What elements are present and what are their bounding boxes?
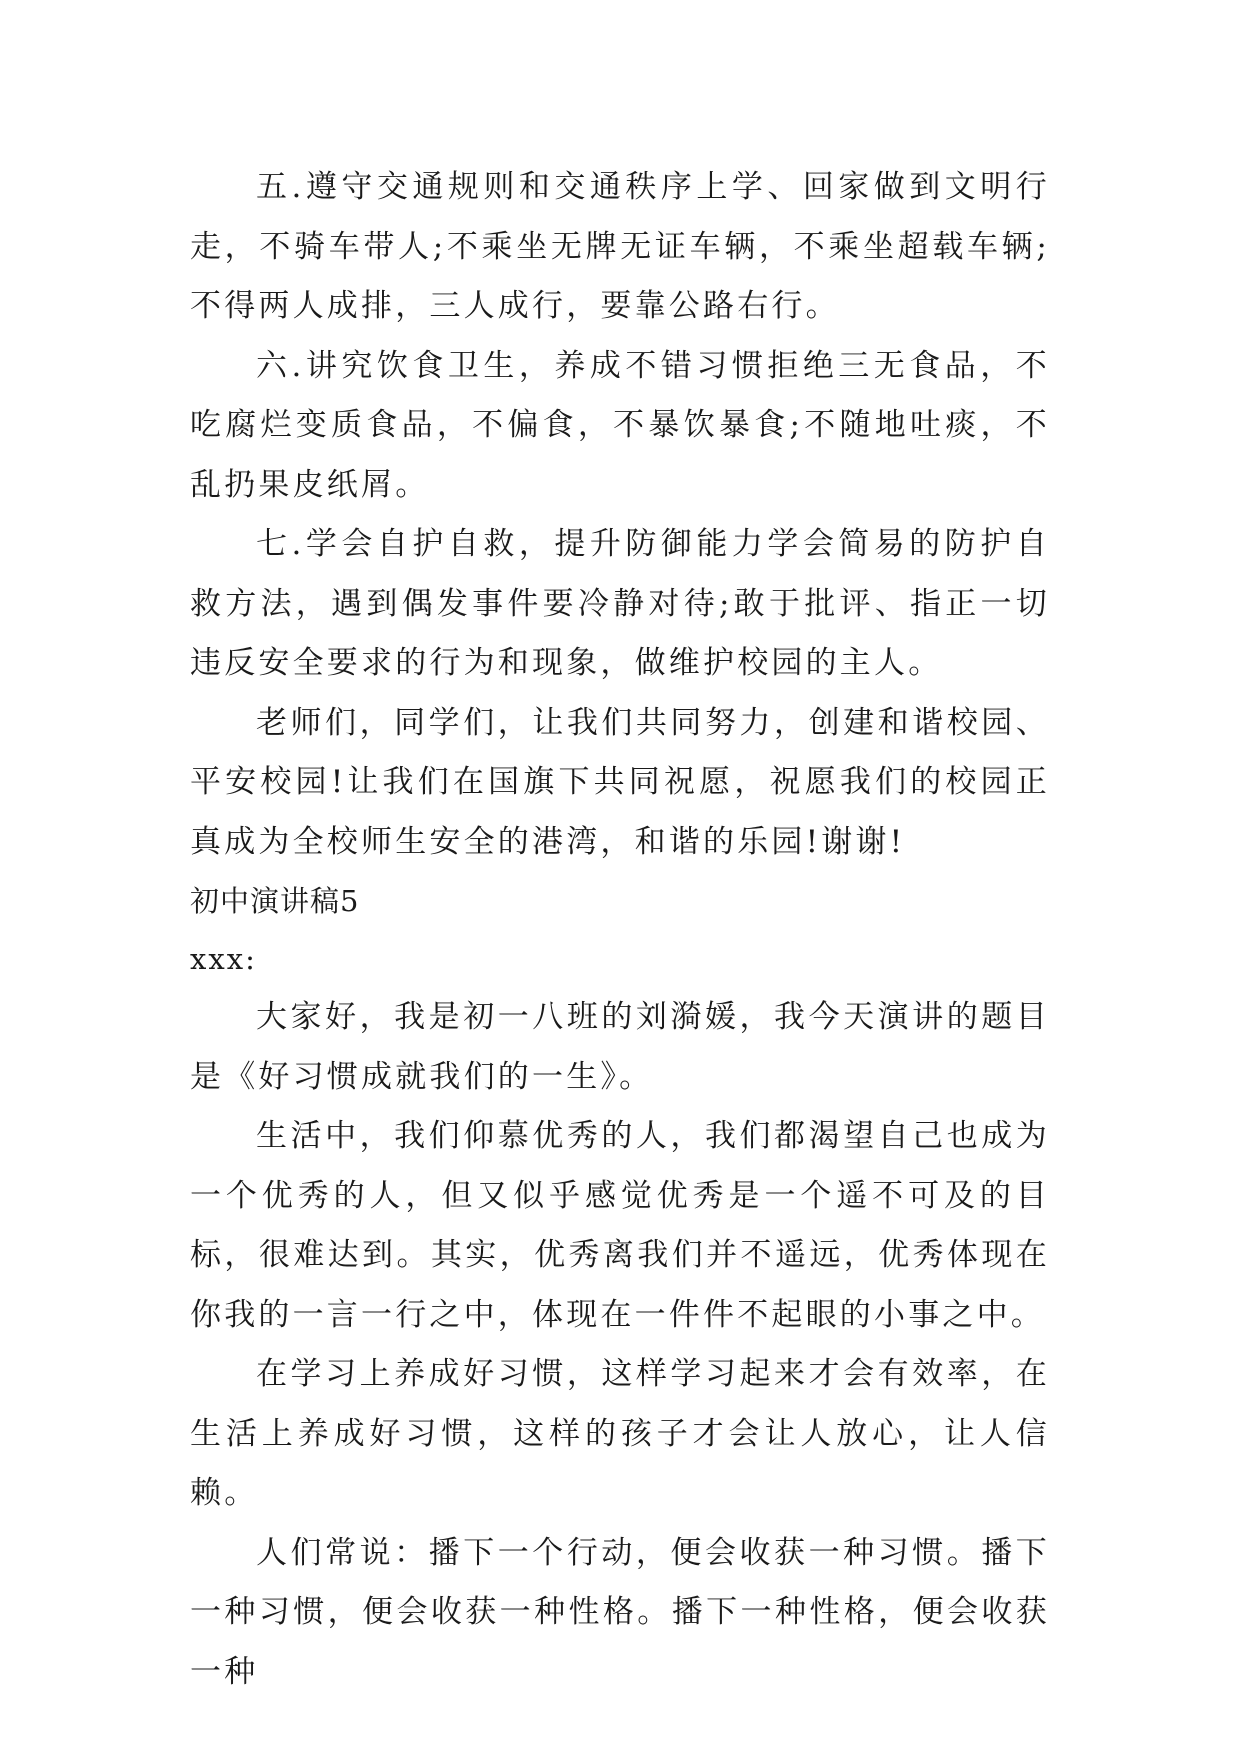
paragraph-rule-seven: 七.学会自护自救，提升防御能力学会简易的防护自救方法，遇到偶发事件要冷静对待;敢于批评、指正一切违反安全要求的行为和现象，做维护校园的主人。 [190, 526, 1050, 681]
paragraph-closing: 老师们，同学们，让我们共同努力，创建和谐校园、平安校园!让我们在国旗下共同祝愿，祝愿我们的校园正真成为全校师生安全的港湾，和谐的乐园!谢谢! [190, 704, 1050, 860]
section-title: 初中演讲稿5 [190, 884, 360, 918]
paragraph-habits: 在学习上养成好习惯，这样学习起来才会有效率，在生活上养成好习惯，这样的孩子才会让人放心，让人信赖。 [190, 1356, 1050, 1511]
paragraph-saying: 人们常说：播下一个行动，便会收获一种习惯。播下一种习惯，便会收获一种性格。播下一种性格，便会收获一种 [190, 1534, 1050, 1690]
paragraph-rule-six: 六.讲究饮食卫生，养成不错习惯拒绝三无食品，不吃腐烂变质食品，不偏食，不暴饮暴食;不随地吐痰，不乱扔果皮纸屑。 [190, 347, 1050, 503]
paragraph-intro: 大家好，我是初一八班的刘漪媛，我今天演讲的题目是《好习惯成就我们的一生》。 [190, 999, 1050, 1095]
salutation: xxx: [190, 942, 257, 976]
paragraph-excellence: 生活中，我们仰慕优秀的人，我们都渴望自己也成为一个优秀的人，但又似乎感觉优秀是一个遥不可及的目标，很难达到。其实，优秀离我们并不遥远，优秀体现在你我的一言一行之中，体现在一件件不起眼的小事之中。 [190, 1118, 1050, 1333]
document-page [190, 158, 1050, 1702]
paragraph-rule-five: 五.遵守交通规则和交通秩序上学、回家做到文明行走，不骑车带人;不乘坐无牌无证车辆，不乘坐超载车辆;不得两人成排，三人成行，要靠公路右行。 [190, 169, 1050, 324]
